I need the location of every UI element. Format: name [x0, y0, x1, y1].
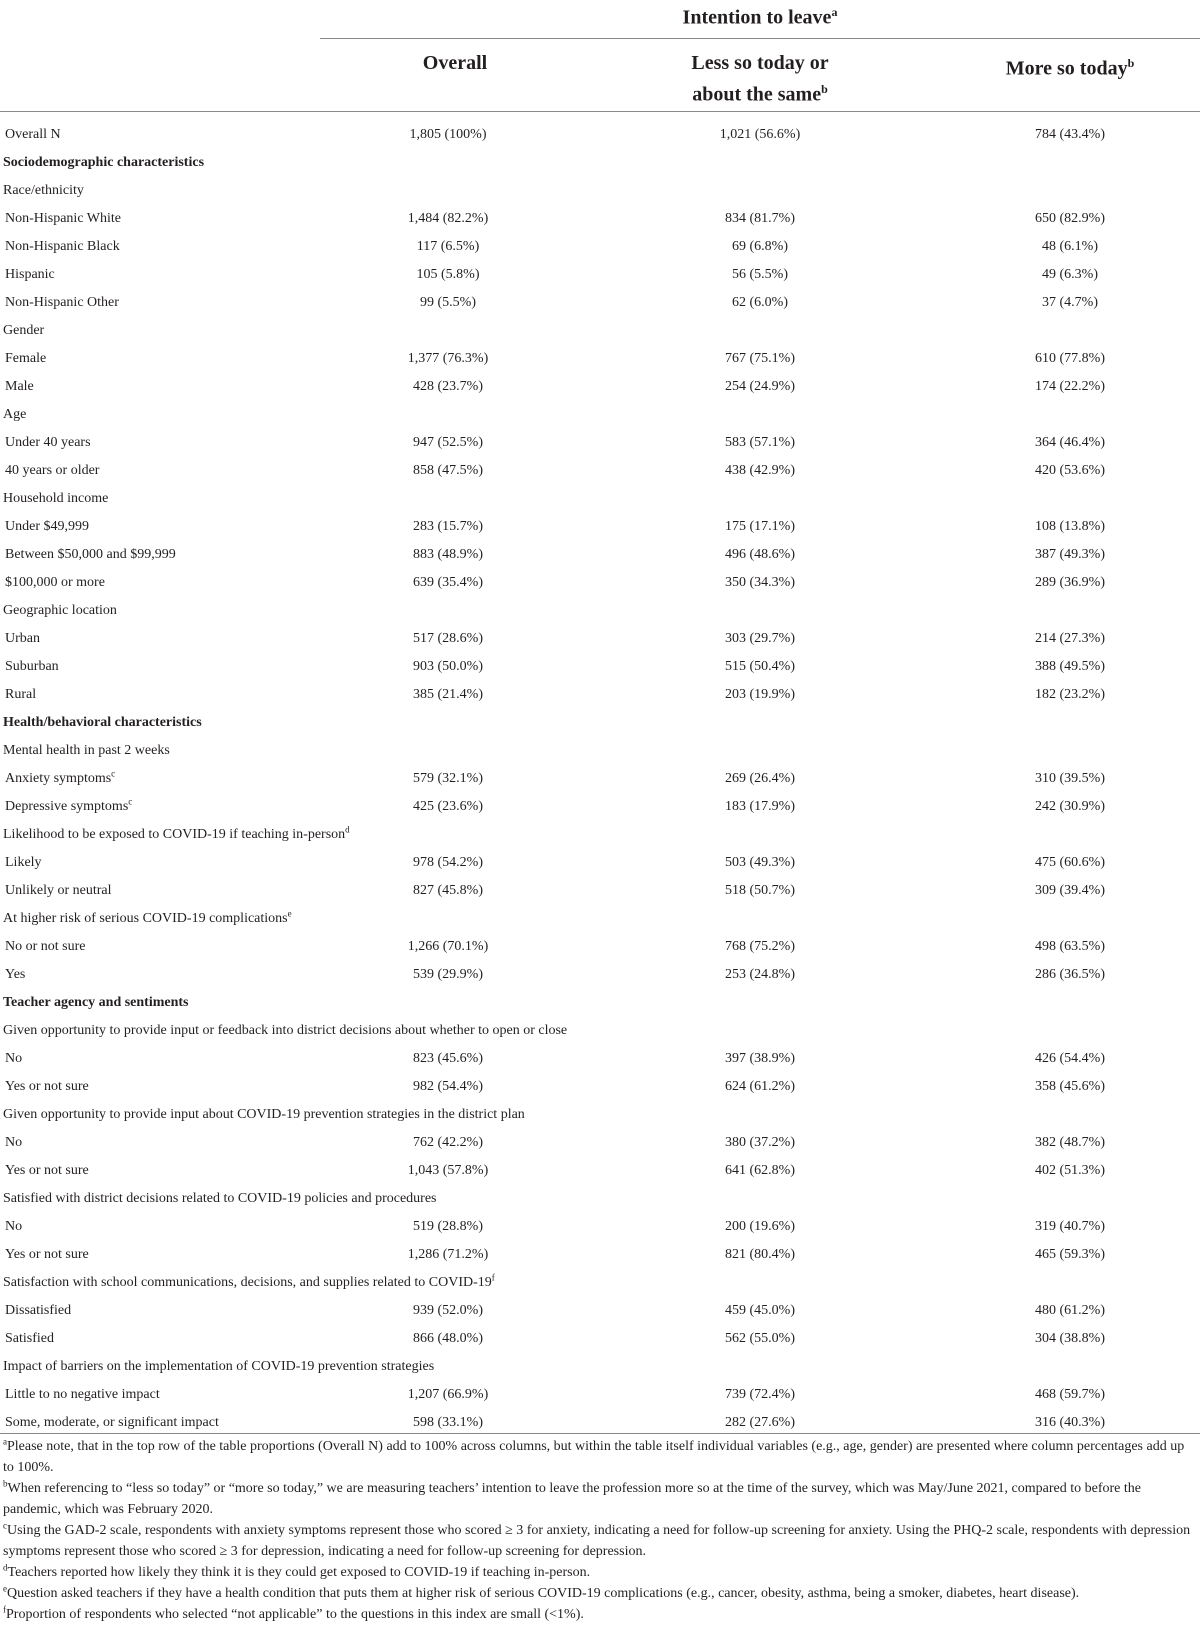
row-label-text: No or not sure	[5, 939, 86, 954]
column-header-text: Less so today or	[691, 52, 829, 74]
row-label-text: No	[5, 1219, 23, 1234]
row-label-text: Non-Hispanic White	[5, 211, 121, 226]
row-label	[5, 373, 34, 401]
row-label	[5, 289, 119, 317]
row-label	[3, 905, 292, 933]
row-label-text: Yes or not sure	[5, 1163, 89, 1178]
footnote-mark: d	[3, 1562, 8, 1573]
table-row	[0, 765, 1200, 793]
row-label-text: Under 40 years	[5, 435, 91, 450]
row-label	[3, 597, 117, 625]
cell-more-so: 316 (40.3%)	[1035, 1415, 1105, 1430]
row-label	[3, 485, 108, 513]
cell-overall: 827 (45.8%)	[413, 883, 483, 898]
row-label-text: Suburban	[5, 659, 59, 674]
table-row	[0, 373, 1200, 401]
column-header-more-so	[940, 50, 1200, 82]
row-label-text: $100,000 or more	[5, 575, 105, 590]
cell-less-so: 518 (50.7%)	[725, 883, 795, 898]
cell-more-so: 480 (61.2%)	[1035, 1303, 1105, 1318]
cell-less-so: 282 (27.6%)	[725, 1415, 795, 1430]
table-row	[0, 1157, 1200, 1185]
cell-less-so: 503 (49.3%)	[725, 855, 795, 870]
cell-overall: 428 (23.7%)	[413, 379, 483, 394]
cell-less-so: 1,021 (56.6%)	[719, 127, 801, 142]
row-label	[3, 1353, 434, 1381]
cell-overall: 1,207 (66.9%)	[407, 1387, 489, 1402]
row-label-text: Depressive symptoms	[5, 799, 129, 814]
table-row	[0, 1073, 1200, 1101]
table-row	[0, 849, 1200, 877]
cell-overall: 283 (15.7%)	[413, 519, 483, 534]
row-label-text: Little to no negative impact	[5, 1387, 160, 1402]
table-row	[0, 233, 1200, 261]
row-label	[3, 1101, 525, 1129]
cell-overall: 425 (23.6%)	[413, 799, 483, 814]
cell-less-so: 203 (19.9%)	[725, 687, 795, 702]
column-header-text: More so today	[1005, 57, 1128, 80]
variable-heading-row	[0, 905, 1200, 933]
row-label	[5, 933, 86, 961]
cell-overall: 1,266 (70.1%)	[407, 939, 489, 954]
cell-more-so: 364 (46.4%)	[1035, 435, 1105, 450]
table-row	[0, 121, 1200, 149]
variable-heading-row	[0, 401, 1200, 429]
cell-less-so: 624 (61.2%)	[725, 1079, 795, 1094]
cell-less-so: 62 (6.0%)	[732, 295, 788, 310]
column-header-text: Overall	[422, 52, 488, 74]
cell-overall: 866 (48.0%)	[413, 1331, 483, 1346]
row-label	[3, 709, 202, 737]
column-header-overall	[330, 50, 580, 76]
cell-overall: 939 (52.0%)	[413, 1303, 483, 1318]
row-label-text: No	[5, 1135, 23, 1150]
cell-overall: 639 (35.4%)	[413, 575, 483, 590]
cell-overall: 1,043 (57.8%)	[407, 1163, 489, 1178]
row-label	[3, 989, 189, 1017]
footnote-mark: f	[3, 1604, 6, 1615]
row-label-text: Yes or not sure	[5, 1247, 89, 1262]
cell-less-so: 56 (5.5%)	[732, 267, 788, 282]
row-label	[5, 121, 61, 149]
cell-less-so: 438 (42.9%)	[725, 463, 795, 478]
row-label	[3, 317, 44, 345]
cell-less-so: 496 (48.6%)	[725, 547, 795, 562]
cell-more-so: 309 (39.4%)	[1035, 883, 1105, 898]
row-label	[5, 1213, 22, 1241]
row-label	[5, 793, 132, 821]
row-label-text: Male	[5, 379, 34, 394]
cell-more-so: 174 (22.2%)	[1035, 379, 1105, 394]
cell-more-so: 310 (39.5%)	[1035, 771, 1105, 786]
row-label-text: Satisfaction with school communications, decisions, and supplies related to COVID-19	[3, 1275, 492, 1290]
column-header-footnote-mark: b	[821, 82, 828, 96]
row-label	[3, 737, 170, 765]
footnote	[3, 1478, 1197, 1520]
table-row	[0, 429, 1200, 457]
header-rule	[0, 111, 1200, 112]
cell-less-so: 834 (81.7%)	[725, 211, 795, 226]
cell-less-so: 397 (38.9%)	[725, 1051, 795, 1066]
row-label	[5, 1241, 89, 1269]
table-row	[0, 1325, 1200, 1353]
cell-less-so: 69 (6.8%)	[732, 239, 788, 254]
cell-overall: 903 (50.0%)	[413, 659, 483, 674]
variable-heading-row	[0, 737, 1200, 765]
column-header-less-so	[620, 50, 900, 108]
footnote	[3, 1562, 1197, 1583]
table-row	[0, 205, 1200, 233]
cell-overall: 539 (29.9%)	[413, 967, 483, 982]
variable-heading-row	[0, 1269, 1200, 1297]
footnote-mark: e	[3, 1583, 7, 1594]
cell-more-so: 468 (59.7%)	[1035, 1387, 1105, 1402]
table-row	[0, 1213, 1200, 1241]
footnote	[3, 1520, 1197, 1562]
cell-more-so: 426 (54.4%)	[1035, 1051, 1105, 1066]
row-label	[5, 681, 36, 709]
cell-less-so: 459 (45.0%)	[725, 1303, 795, 1318]
cell-more-so: 286 (36.5%)	[1035, 967, 1105, 982]
footnote-mark: b	[3, 1478, 8, 1489]
cell-less-so: 175 (17.1%)	[725, 519, 795, 534]
table-row	[0, 877, 1200, 905]
row-label-text: Race/ethnicity	[3, 183, 84, 198]
row-label-text: Likely	[5, 855, 42, 870]
row-label-text: Under $49,999	[5, 519, 89, 534]
footnote-text: Please note, that in the top row of the table proportions (Overall N) add to 100% across columns, but within the table itself individual variables (e.g., age, gender) are presented where column percentages add up to 100%.	[3, 1439, 1185, 1475]
cell-less-so: 200 (19.6%)	[725, 1219, 795, 1234]
row-label	[5, 569, 105, 597]
variable-heading-row	[0, 1017, 1200, 1045]
table-row	[0, 1129, 1200, 1157]
table-row	[0, 1297, 1200, 1325]
row-label	[5, 849, 42, 877]
cell-more-so: 420 (53.6%)	[1035, 463, 1105, 478]
cell-less-so: 821 (80.4%)	[725, 1247, 795, 1262]
footnote-text: Proportion of respondents who selected “not applicable” to the questions in this index are small (<1%).	[6, 1607, 584, 1622]
cell-overall: 385 (21.4%)	[413, 687, 483, 702]
row-label-text: Overall N	[5, 127, 61, 142]
cell-less-so: 515 (50.4%)	[725, 659, 795, 674]
footnote-text: Using the GAD-2 scale, respondents with anxiety symptoms represent those who scored ≥ 3 for anxiety, indicating a need for follow-up screening for anxiety. Using the PHQ-2 scale, respondents with depression symptoms represent those who scored ≥ 3 for depression, indicating a need for follow-up screening for depression.	[3, 1523, 1191, 1559]
row-label	[5, 1381, 160, 1409]
row-label-text: Household income	[3, 491, 109, 506]
cell-overall: 1,805 (100%)	[409, 127, 487, 142]
cell-less-so: 269 (26.4%)	[725, 771, 795, 786]
row-label	[5, 1157, 89, 1185]
cell-less-so: 562 (55.0%)	[725, 1331, 795, 1346]
row-label	[5, 877, 112, 905]
column-header-text-line2: about the same	[692, 83, 822, 106]
row-label-text: Urban	[5, 631, 40, 646]
table-row	[0, 681, 1200, 709]
cell-more-so: 402 (51.3%)	[1035, 1163, 1105, 1178]
row-label-text: Between $50,000 and $99,999	[5, 547, 176, 562]
row-label	[3, 1269, 495, 1297]
row-label-text: Hispanic	[5, 267, 55, 282]
table-row	[0, 261, 1200, 289]
table-footnotes	[3, 1436, 1197, 1625]
row-label-text: Rural	[5, 687, 37, 702]
column-group-title-footnote-mark: a	[831, 5, 838, 19]
row-label-text: Yes	[5, 967, 26, 982]
footnote-text: When referencing to “less so today” or “more so today,” we are measuring teachers’ intention to leave the profession more so at the time of the survey, which was May/June 2021, compared to before the pandemic, which was February 2020.	[3, 1481, 1141, 1517]
cell-less-so: 254 (24.9%)	[725, 379, 795, 394]
cell-more-so: 388 (49.5%)	[1035, 659, 1105, 674]
cell-more-so: 784 (43.4%)	[1035, 127, 1105, 142]
cell-overall: 519 (28.8%)	[413, 1219, 483, 1234]
cell-overall: 117 (6.5%)	[416, 239, 480, 254]
footnote-text: Teachers reported how likely they think it is they could get exposed to COVID-19 if teaching in-person.	[7, 1565, 591, 1580]
section-heading-row	[0, 989, 1200, 1017]
row-label	[3, 1017, 567, 1045]
variable-heading-row	[0, 821, 1200, 849]
column-header-footnote-mark: b	[1127, 56, 1135, 70]
row-label	[5, 653, 59, 681]
cell-more-so: 214 (27.3%)	[1035, 631, 1105, 646]
row-label-text: Anxiety symptoms	[5, 771, 112, 786]
row-label-text: At higher risk of serious COVID-19 complications	[3, 911, 288, 926]
row-label	[3, 1185, 437, 1213]
row-label	[3, 177, 84, 205]
cell-overall: 598 (33.1%)	[413, 1415, 483, 1430]
variable-heading-row	[0, 317, 1200, 345]
cell-overall: 947 (52.5%)	[413, 435, 483, 450]
row-label-text: No	[5, 1051, 23, 1066]
cell-less-so: 641 (62.8%)	[725, 1163, 795, 1178]
cell-more-so: 49 (6.3%)	[1042, 267, 1098, 282]
row-label	[5, 1129, 22, 1157]
cell-overall: 883 (48.9%)	[413, 547, 483, 562]
cell-more-so: 182 (23.2%)	[1035, 687, 1105, 702]
row-label-footnote-mark: f	[491, 1272, 495, 1283]
cell-less-so: 303 (29.7%)	[725, 631, 795, 646]
row-label-text: Health/behavioral characteristics	[3, 715, 202, 730]
column-group-rule	[320, 38, 1200, 39]
row-label	[5, 205, 121, 233]
table-body	[0, 121, 1200, 1437]
row-label-text: Teacher agency and sentiments	[3, 995, 189, 1010]
row-label-text: Unlikely or neutral	[5, 883, 112, 898]
cell-overall: 1,377 (76.3%)	[407, 351, 489, 366]
footnote-mark: a	[3, 1436, 7, 1447]
table-row	[0, 569, 1200, 597]
row-label-text: Satisfied with district decisions related to COVID-19 policies and procedures	[3, 1191, 437, 1206]
cell-overall: 579 (32.1%)	[413, 771, 483, 786]
row-label	[5, 1297, 71, 1325]
cell-overall: 762 (42.2%)	[413, 1135, 483, 1150]
cell-overall: 978 (54.2%)	[413, 855, 483, 870]
cell-overall: 105 (5.8%)	[416, 267, 480, 282]
row-label-text: 40 years or older	[5, 463, 100, 478]
row-label	[3, 401, 26, 429]
row-label	[5, 1325, 54, 1353]
cell-less-so: 739 (72.4%)	[725, 1387, 795, 1402]
variable-heading-row	[0, 177, 1200, 205]
table-row	[0, 345, 1200, 373]
cell-more-so: 650 (82.9%)	[1035, 211, 1105, 226]
cell-less-so: 767 (75.1%)	[725, 351, 795, 366]
row-label-text: Mental health in past 2 weeks	[3, 743, 170, 758]
row-label	[5, 541, 176, 569]
cell-more-so: 304 (38.8%)	[1035, 1331, 1105, 1346]
row-label	[3, 149, 204, 177]
footnote-mark: c	[3, 1520, 7, 1531]
row-label	[3, 821, 350, 849]
row-label	[5, 765, 115, 793]
cell-more-so: 610 (77.8%)	[1035, 351, 1105, 366]
section-heading-row	[0, 149, 1200, 177]
table-row	[0, 513, 1200, 541]
table-row	[0, 457, 1200, 485]
section-heading-row	[0, 709, 1200, 737]
table-row	[0, 541, 1200, 569]
row-label-text: Given opportunity to provide input or feedback into district decisions about whether to open or close	[3, 1023, 568, 1038]
cell-less-so: 583 (57.1%)	[725, 435, 795, 450]
table-row	[0, 653, 1200, 681]
cell-more-so: 242 (30.9%)	[1035, 799, 1105, 814]
row-label-text: Geographic location	[3, 603, 117, 618]
variable-heading-row	[0, 597, 1200, 625]
variable-heading-row	[0, 485, 1200, 513]
footnote	[3, 1436, 1197, 1478]
cell-more-so: 475 (60.6%)	[1035, 855, 1105, 870]
row-label-text: Given opportunity to provide input about COVID-19 prevention strategies in the district plan	[3, 1107, 525, 1122]
cell-overall: 99 (5.5%)	[420, 295, 476, 310]
cell-more-so: 289 (36.9%)	[1035, 575, 1105, 590]
row-label-text: Age	[3, 407, 27, 422]
cell-less-so: 253 (24.8%)	[725, 967, 795, 982]
variable-heading-row	[0, 1101, 1200, 1129]
cell-overall: 858 (47.5%)	[413, 463, 483, 478]
cell-more-so: 387 (49.3%)	[1035, 547, 1105, 562]
row-label	[5, 513, 89, 541]
row-label-text: Yes or not sure	[5, 1079, 89, 1094]
row-label	[5, 625, 40, 653]
variable-heading-row	[0, 1353, 1200, 1381]
footnote-text: Question asked teachers if they have a health condition that puts them at higher risk of serious COVID-19 complications (e.g., cancer, obesity, asthma, being a smoker, diabetes, heart disease).	[7, 1586, 1080, 1601]
cell-less-so: 768 (75.2%)	[725, 939, 795, 954]
row-label	[5, 1073, 89, 1101]
table-row	[0, 625, 1200, 653]
row-label-footnote-mark: c	[128, 796, 133, 807]
row-label-text: Female	[5, 351, 47, 366]
cell-less-so: 380 (37.2%)	[725, 1135, 795, 1150]
cell-overall: 517 (28.6%)	[413, 631, 483, 646]
cell-less-so: 183 (17.9%)	[725, 799, 795, 814]
footnote	[3, 1583, 1197, 1604]
row-label	[5, 457, 99, 485]
table-row	[0, 1241, 1200, 1269]
row-label	[5, 345, 46, 373]
row-label-text: Likelihood to be exposed to COVID-19 if teaching in-person	[3, 827, 346, 842]
cell-more-so: 382 (48.7%)	[1035, 1135, 1105, 1150]
table-row	[0, 933, 1200, 961]
row-label-footnote-mark: c	[111, 768, 116, 779]
row-label	[5, 429, 91, 457]
row-label-text: Gender	[3, 323, 45, 338]
cell-less-so: 350 (34.3%)	[725, 575, 795, 590]
row-label	[5, 233, 120, 261]
cell-overall: 1,286 (71.2%)	[407, 1247, 489, 1262]
footnote	[3, 1604, 1197, 1625]
cell-more-so: 48 (6.1%)	[1042, 239, 1098, 254]
table-header	[0, 0, 1200, 112]
cell-more-so: 498 (63.5%)	[1035, 939, 1105, 954]
table-bottom-rule	[0, 1433, 1200, 1434]
table-row	[0, 289, 1200, 317]
row-label	[5, 1045, 22, 1073]
table-row	[0, 793, 1200, 821]
row-label-text: Some, moderate, or significant impact	[5, 1415, 219, 1430]
row-label	[5, 261, 55, 289]
row-label-footnote-mark: d	[345, 824, 350, 835]
cell-overall: 823 (45.6%)	[413, 1051, 483, 1066]
row-label	[5, 961, 25, 989]
table-row	[0, 1381, 1200, 1409]
row-label-text: Non-Hispanic Black	[5, 239, 120, 254]
variable-heading-row	[0, 1185, 1200, 1213]
cell-more-so: 358 (45.6%)	[1035, 1079, 1105, 1094]
column-group-title	[320, 0, 1200, 30]
cell-more-so: 319 (40.7%)	[1035, 1219, 1105, 1234]
column-group-title-text: Intention to leave	[682, 6, 832, 29]
row-label-text: Dissatisfied	[5, 1303, 72, 1318]
row-label-text: Non-Hispanic Other	[5, 295, 119, 310]
cell-overall: 982 (54.4%)	[413, 1079, 483, 1094]
row-label-text: Sociodemographic characteristics	[3, 155, 205, 170]
cell-more-so: 108 (13.8%)	[1035, 519, 1105, 534]
cell-overall: 1,484 (82.2%)	[407, 211, 489, 226]
row-label-footnote-mark: e	[287, 908, 292, 919]
row-label-text: Impact of barriers on the implementation of COVID-19 prevention strategies	[3, 1359, 435, 1374]
cell-more-so: 37 (4.7%)	[1042, 295, 1098, 310]
cell-more-so: 465 (59.3%)	[1035, 1247, 1105, 1262]
table-row	[0, 1045, 1200, 1073]
row-label-text: Satisfied	[5, 1331, 54, 1346]
table-row	[0, 961, 1200, 989]
